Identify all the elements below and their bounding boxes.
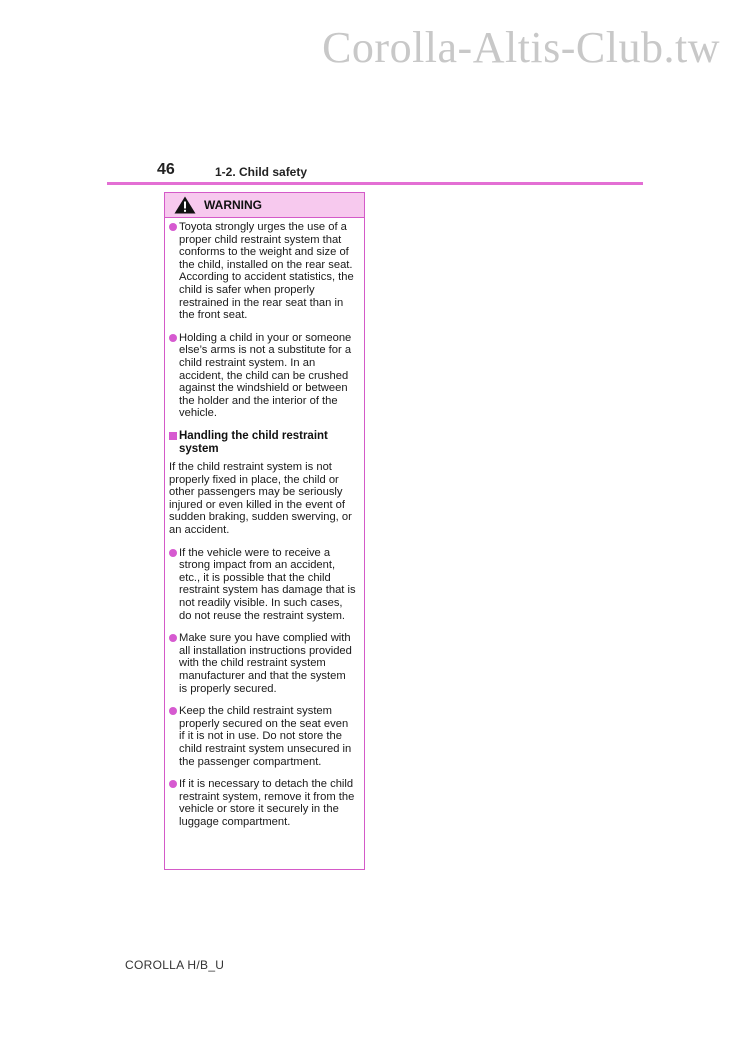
bullet-text: If the vehicle were to receive a strong impact from an accident, etc., it is possible that the child restraint system has damage that is not readily visible. In such cases, do not reuse the restraint system. (179, 546, 356, 622)
section-title: 1-2. Child safety (215, 165, 308, 179)
warning-triangle-icon (174, 196, 196, 214)
bullet-text: Keep the child restraint system properly secured on the seat even if it is not in use. Do not store the child restraint system unsecured in the passenger compartment. (179, 705, 352, 768)
bullet-icon (169, 334, 177, 342)
header-rule (107, 182, 643, 185)
bullet-icon (169, 223, 177, 231)
watermark: Corolla-Altis-Club.tw (322, 23, 720, 72)
bullet-text: Make sure you have complied with all installation instructions provided with the child restraint system manufacturer and that the system is properly secured. (179, 632, 352, 695)
list-item (169, 221, 356, 322)
subheading (169, 430, 356, 455)
list-item (169, 705, 356, 768)
warning-title: WARNING (204, 198, 262, 212)
square-bullet-icon (169, 432, 177, 440)
list-item (169, 632, 356, 695)
warning-header (165, 193, 364, 218)
subheading-text: Handling the child restraint system (179, 429, 328, 455)
bullet-text: Holding a child in your or someone else’s arms is not a substitute for a child restraint system. In an accident, the child can be crushed against the windshield or between the holder and the interior of the vehicle. (179, 331, 352, 420)
footer-label: COROLLA H/B_U (125, 958, 225, 972)
bullet-icon (169, 780, 177, 788)
bullet-text: Toyota strongly urges the use of a proper child restraint system that conforms to the weight and size of the child, installed on the rear seat. According to accident statistics, the child is safer when properly restrained in the rear seat than in the front seat. (179, 221, 354, 322)
page-number: 46 (157, 161, 175, 178)
list-item (169, 547, 356, 623)
bullet-icon (169, 549, 177, 557)
warning-box (164, 192, 365, 870)
warning-body (165, 218, 364, 829)
bullet-text: If it is necessary to detach the child restraint system, remove it from the vehicle or store it securely in the luggage compartment. (179, 778, 355, 828)
paragraph: If the child restraint system is not properly fixed in place, the child or other passengers may be seriously injured or even killed in the event of sudden braking, sudden swerving, or an accident. (169, 461, 352, 537)
bullet-icon (169, 707, 177, 715)
list-item (169, 332, 356, 420)
list-item (169, 778, 356, 828)
bullet-icon (169, 634, 177, 642)
